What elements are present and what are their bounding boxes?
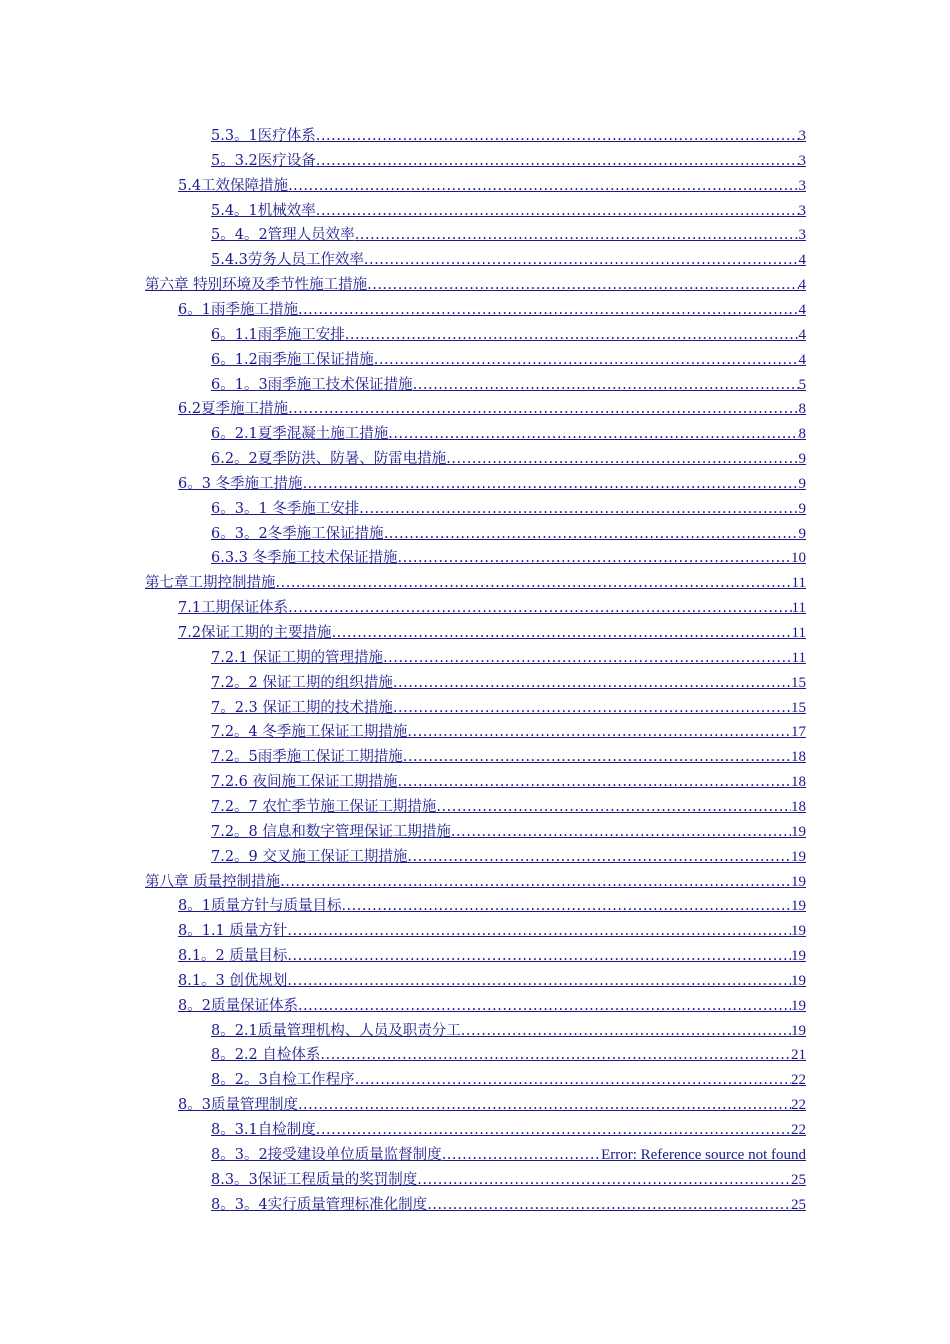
toc-leader-dots [398, 770, 791, 794]
toc-entry-page: 11 [791, 649, 806, 666]
toc-entry-title: 5.4。1机械效率 [211, 202, 316, 219]
toc-entry-page: 3 [798, 128, 806, 144]
toc-leader-dots [316, 124, 799, 148]
toc-entry-page: 19 [791, 823, 806, 840]
toc-entry[interactable] [211, 696, 806, 720]
toc-entry-page: 11 [791, 625, 806, 641]
toc-leader-dots [320, 1043, 791, 1067]
toc-entry-page: 19 [791, 948, 806, 965]
toc-entry-title: 6。2.1夏季混凝土施工措施 [211, 426, 389, 443]
toc-entry[interactable] [211, 522, 806, 546]
toc-leader-dots [298, 994, 791, 1018]
toc-entry[interactable] [211, 820, 806, 844]
toc-entry[interactable] [211, 795, 806, 819]
toc-leader-dots [359, 497, 798, 521]
toc-entry[interactable] [178, 994, 806, 1018]
toc-entry-title: 8.1。2 质量目标 [178, 948, 288, 965]
toc-leader-dots [298, 298, 799, 322]
toc-entry-page: 3 [798, 202, 806, 219]
toc-leader-dots [446, 447, 798, 471]
toc-entry-title: 7.1工期保证体系 [178, 600, 289, 617]
toc-entry-title: 7.2.1 保证工期的管理措施 [211, 649, 384, 666]
toc-entry-title: 7.2。7 农忙季节施工保证工期措施 [211, 798, 437, 815]
toc-entry-title: 6。3。1 冬季施工安排 [211, 500, 360, 517]
toc-entry-page: 15 [791, 699, 806, 716]
toc-entry-page: 22 [791, 1097, 806, 1114]
toc-entry-title: 6.2。2夏季防洪、防暑、防雷电措施 [211, 451, 447, 468]
toc-entry-page: 18 [791, 798, 806, 815]
toc-entry-title: 6。3 冬季施工措施 [178, 475, 303, 492]
toc-leader-dots [316, 199, 799, 223]
toc-entry[interactable] [178, 919, 806, 943]
toc-leader-dots [287, 919, 791, 943]
toc-entry-page: Error: Reference source not found [601, 1146, 806, 1163]
toc-entry[interactable] [211, 1143, 806, 1167]
toc-entry-page: 3 [798, 177, 806, 194]
toc-entry-page: 19 [791, 848, 806, 865]
toc-entry-page: 4 [798, 252, 806, 269]
toc-entry-title: 8。2质量保证体系 [178, 997, 298, 1014]
toc-entry-page: 22 [791, 1122, 806, 1138]
toc-leader-dots [345, 323, 799, 347]
toc-leader-dots [427, 1193, 791, 1217]
toc-entry[interactable] [211, 323, 806, 347]
toc-entry-page: 18 [791, 749, 806, 766]
toc-entry-title: 6。1.1雨季施工安排 [211, 326, 345, 343]
toc-entry[interactable] [178, 1093, 806, 1117]
toc-entry-title: 8。1质量方针与质量目标 [178, 898, 342, 915]
toc-entry-page: 22 [791, 1072, 806, 1089]
toc-leader-dots [436, 795, 791, 819]
toc-leader-dots [287, 969, 791, 993]
toc-entry-title: 8。3。4实行质量管理标准化制度 [211, 1196, 428, 1213]
toc-leader-dots [451, 820, 791, 844]
toc-entry-title: 7.2。2 保证工期的组织措施 [211, 674, 393, 691]
toc-entry-page: 4 [798, 326, 806, 343]
toc-entry[interactable] [211, 497, 806, 521]
toc-entry-title: 7.2。5雨季施工保证工期措施 [211, 749, 403, 766]
toc-entry[interactable] [178, 944, 806, 968]
toc-entry-page: 19 [791, 898, 806, 915]
toc-entry-page: 3 [798, 152, 806, 169]
toc-leader-dots [355, 1068, 791, 1092]
toc-entry-title: 6。1。3雨季施工技术保证措施 [211, 376, 413, 393]
toc-entry[interactable] [178, 397, 806, 421]
toc-entry[interactable] [178, 596, 806, 620]
toc-entry[interactable] [211, 1193, 806, 1217]
toc-entry[interactable] [211, 546, 806, 570]
toc-leader-dots [316, 1118, 791, 1142]
toc-entry[interactable] [211, 447, 806, 471]
toc-leader-dots [383, 646, 792, 670]
toc-entry[interactable] [211, 124, 806, 148]
toc-entry[interactable] [145, 273, 806, 297]
toc-entry-title: 5。3.2医疗设备 [211, 152, 316, 169]
toc-entry-title: 6。1雨季施工措施 [178, 301, 298, 318]
toc-entry-title: 8。3.1自检制度 [211, 1122, 316, 1138]
toc-entry-title: 6。3。2冬季施工保证措施 [211, 525, 384, 542]
toc-entry-title: 第八章 质量控制措施 [145, 873, 281, 890]
toc-entry-page: 19 [791, 923, 806, 940]
toc-entry-page: 9 [798, 525, 806, 542]
toc-entry-title: 7.2。4 冬季施工保证工期措施 [211, 724, 408, 741]
toc-entry[interactable] [145, 571, 806, 595]
toc-entry[interactable] [178, 969, 806, 993]
toc-entry-title: 7.2。9 交叉施工保证工期措施 [211, 848, 408, 865]
toc-entry-title: 6.2夏季施工措施 [178, 401, 289, 418]
toc-entry-title: 7.2。8 信息和数字管理保证工期措施 [211, 823, 451, 840]
toc-leader-dots [384, 522, 799, 546]
toc-entry[interactable] [211, 1019, 806, 1043]
toc-entry[interactable] [211, 348, 806, 372]
toc-entry-page: 9 [798, 475, 806, 492]
toc-leader-dots [298, 1093, 791, 1117]
toc-leader-dots [316, 149, 799, 173]
toc-entry-page: 4 [798, 277, 806, 294]
toc-leader-dots [388, 422, 798, 446]
toc-entry[interactable] [211, 720, 806, 744]
toc-entry[interactable] [145, 870, 806, 894]
toc-entry-page: 11 [791, 575, 806, 592]
toc-entry-page: 21 [791, 1047, 806, 1064]
toc-leader-dots [393, 671, 791, 695]
toc-leader-dots [288, 596, 791, 620]
toc-leader-dots [288, 397, 798, 421]
toc-entry-title: 第七章工期控制措施 [145, 575, 276, 592]
toc-entry-page: 8 [798, 401, 806, 418]
toc-leader-dots [303, 472, 799, 496]
toc-entry-title: 5.3。1医疗体系 [211, 128, 316, 144]
toc-leader-dots [341, 894, 791, 918]
toc-leader-dots [407, 845, 791, 869]
toc-leader-dots [364, 248, 799, 272]
toc-leader-dots [355, 223, 799, 247]
toc-entry[interactable] [211, 845, 806, 869]
toc-entry-page: 15 [791, 674, 806, 691]
toc-entry[interactable] [211, 422, 806, 446]
toc-entry[interactable] [211, 223, 806, 247]
toc-entry-page: 19 [791, 972, 806, 989]
toc-leader-dots [398, 546, 791, 570]
toc-entry-page: 11 [791, 600, 806, 617]
toc-entry-title: 第六章 特别环境及季节性施工措施 [145, 277, 368, 294]
toc-entry-title: 8.3。3保证工程质量的奖罚制度 [211, 1171, 418, 1188]
toc-entry[interactable] [211, 248, 806, 272]
toc-entry-title: 6.3.3 冬季施工技术保证措施 [211, 550, 398, 567]
toc-entry-page: 19 [791, 873, 806, 890]
toc-entry[interactable] [211, 671, 806, 695]
toc-leader-dots [367, 273, 798, 297]
toc-entry-page: 18 [791, 774, 806, 791]
toc-entry[interactable] [211, 646, 806, 670]
toc-entry-title: 8。3质量管理制度 [178, 1097, 298, 1114]
toc-entry[interactable] [211, 199, 806, 223]
toc-leader-dots [393, 696, 791, 720]
toc-leader-dots [413, 373, 799, 397]
toc-entry-page: 25 [791, 1196, 806, 1213]
toc-entry-title: 5.4.3劳务人员工作效率 [211, 252, 364, 269]
toc-entry[interactable] [211, 373, 806, 397]
toc-leader-dots [417, 1168, 791, 1192]
toc-entry-page: 9 [798, 451, 806, 468]
toc-entry-page: 10 [791, 550, 806, 567]
toc-entry[interactable] [211, 1043, 806, 1067]
toc-leader-dots [403, 745, 791, 769]
toc-entry-page: 19 [791, 1022, 806, 1039]
toc-entry[interactable] [211, 149, 806, 173]
toc-entry-title: 5.4工效保障措施 [178, 177, 289, 194]
toc-entry-page: 9 [798, 500, 806, 517]
toc-entry[interactable] [211, 1168, 806, 1192]
toc-leader-dots [442, 1143, 601, 1167]
toc-entry-page: 8 [798, 426, 806, 443]
toc-leader-dots [288, 174, 798, 198]
toc-entry[interactable] [178, 894, 806, 918]
toc-entry-title: 7。2.3 保证工期的技术措施 [211, 699, 393, 716]
toc-entry-page: 4 [798, 301, 806, 318]
toc-entry-title: 5。4。2管理人员效率 [211, 227, 355, 244]
toc-entry-page: 19 [791, 997, 806, 1014]
toc-entry-title: 7.2保证工期的主要措施 [178, 625, 332, 641]
toc-entry[interactable] [178, 298, 806, 322]
toc-entry-page: 25 [791, 1171, 806, 1188]
toc-leader-dots [374, 348, 799, 372]
toc-entry[interactable] [211, 1118, 806, 1142]
toc-leader-dots [332, 621, 792, 645]
toc-entry[interactable] [211, 770, 806, 794]
toc-entry[interactable] [178, 621, 806, 645]
toc-leader-dots [461, 1019, 791, 1043]
toc-leader-dots [287, 944, 791, 968]
toc-entry-title: 8。2.2 自检体系 [211, 1047, 321, 1064]
toc-entry[interactable] [178, 472, 806, 496]
toc-leader-dots [280, 870, 791, 894]
toc-leader-dots [407, 720, 791, 744]
toc-entry-title: 8。2。3自检工作程序 [211, 1072, 355, 1089]
toc-entry[interactable] [178, 174, 806, 198]
toc-entry-title: 8.1。3 创优规划 [178, 972, 288, 989]
toc-entry-title: 8。2.1质量管理机构、人员及职责分工 [211, 1022, 461, 1039]
toc-entry-page: 5 [798, 376, 806, 393]
toc-entry-page: 3 [798, 227, 806, 244]
toc-entry[interactable] [211, 1068, 806, 1092]
toc-leader-dots [276, 571, 792, 595]
toc-entry-title: 6。1.2雨季施工保证措施 [211, 351, 374, 368]
toc-entry-page: 17 [791, 724, 806, 741]
toc-entry-title: 8。1.1 质量方针 [178, 923, 288, 940]
toc-entry-title: 8。3。2接受建设单位质量监督制度 [211, 1146, 442, 1163]
toc-entry-title: 7.2.6 夜间施工保证工期措施 [211, 774, 398, 791]
toc-entry-page: 4 [798, 351, 806, 368]
toc-entry[interactable] [211, 745, 806, 769]
